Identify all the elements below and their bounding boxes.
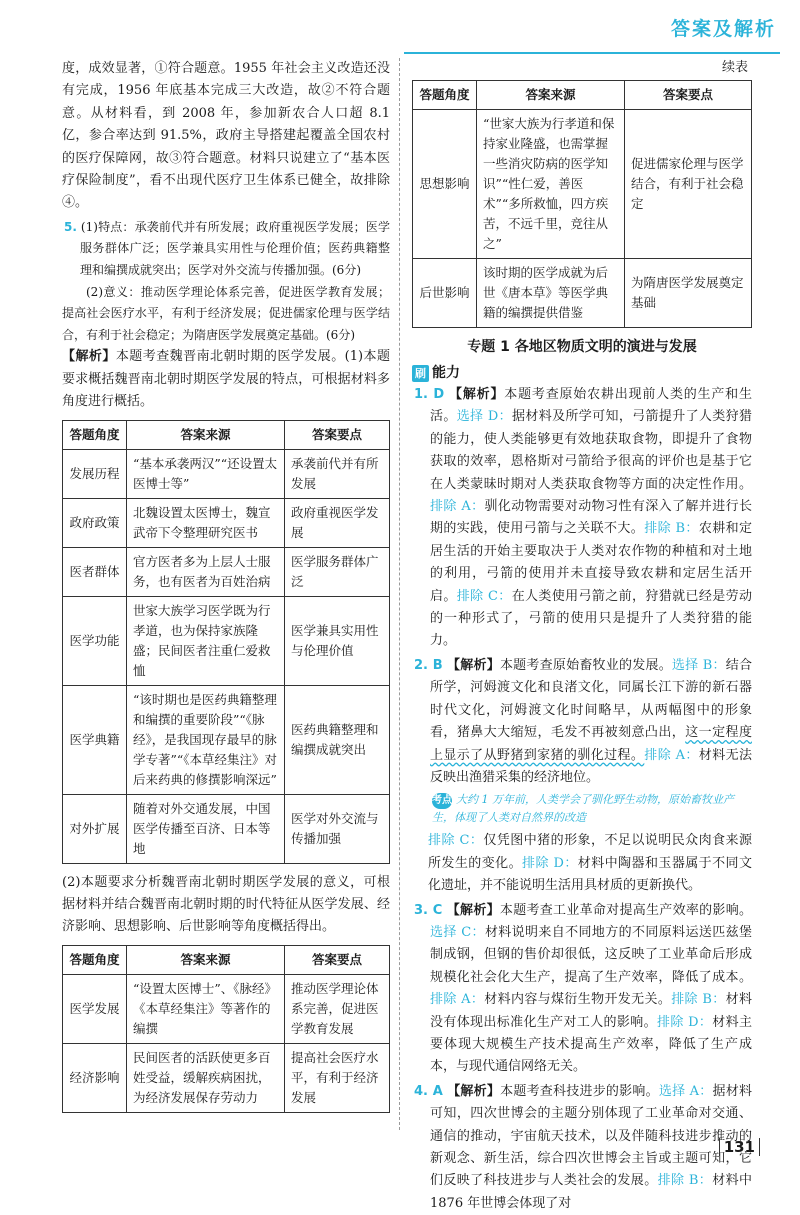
table-row <box>63 547 390 596</box>
question-5-analysis <box>62 346 390 413</box>
table-cell: 医者群体 <box>63 547 127 596</box>
table-header: 答题角度 <box>63 945 127 974</box>
analysis-label: 【解析】 <box>447 1083 501 1099</box>
table-header: 答案要点 <box>625 81 752 110</box>
table-cell: 医学对外交流与传播加强 <box>285 794 390 863</box>
exclude-keyword: 排除 C： <box>456 588 512 604</box>
analysis-text: 本题考查魏晋南北朝时期的医学发展。(1)本题要求概括魏晋南北朝时期医学发展的特点，可根据材料多角度进行概括。 <box>62 349 390 410</box>
exclude-keyword: 排除 B： <box>657 1173 713 1189</box>
analysis-label: 【解析】 <box>449 387 505 402</box>
question-3-analysis <box>414 900 752 1079</box>
table-cell: 对外扩展 <box>63 794 127 863</box>
table-row <box>63 974 390 1043</box>
table-row <box>63 794 390 863</box>
analysis-text: 材料说明来自不同地方的不同原料运送匹兹堡制成钢，但钢的售价却很低，这反映了工业革命后形成规模化社会化大生产，提高了生产效率，降低了成本。 <box>430 924 752 985</box>
select-keyword: 选择 B： <box>671 657 726 673</box>
question-1-analysis <box>414 384 752 653</box>
analysis-table-1 <box>62 420 390 864</box>
column-divider <box>399 58 400 1130</box>
exclude-keyword: 排除 D： <box>656 1014 713 1030</box>
header-rule <box>404 52 780 54</box>
table-cell: 发展历程 <box>63 449 127 498</box>
question-5-answer-1 <box>64 217 390 282</box>
table-header-row <box>63 420 390 449</box>
table-cell: 医学兼具实用性与伦理价值 <box>285 596 390 685</box>
table-cell: 该时期的医学成就为后世《唐本草》等医学典籍的编撰提供借鉴 <box>477 259 625 328</box>
table-cell: 推动医学理论体系完善，促进医学教育发展 <box>285 974 390 1043</box>
exclude-keyword: 排除 B： <box>644 521 699 537</box>
table-cell: 医学功能 <box>63 596 127 685</box>
analysis-table-3 <box>412 80 752 328</box>
table-row <box>413 110 752 259</box>
analysis-text: 驯化动物需要对动物习性有深入了解并进行长期的实践，使用弓箭与之关联不大。 <box>430 499 752 537</box>
table-row <box>413 259 752 328</box>
analysis-intro: 本题考查原始畜牧业的发展。 <box>499 657 672 673</box>
analysis-intro: 本题考查科技进步的影响。 <box>500 1083 659 1099</box>
table-cell: 政府政策 <box>63 498 127 547</box>
table-cell: “基本承袭两汉”“还设置太医博士等” <box>127 449 285 498</box>
exclude-keyword: 排除 A： <box>644 747 699 763</box>
underlined-key-point: 这一定程度上显示了从野猪到家猪的驯化过程。 <box>430 725 752 763</box>
page-number: 131 <box>719 1138 760 1156</box>
table-header: 答案来源 <box>477 81 625 110</box>
exclude-keyword: 排除 C： <box>428 833 484 849</box>
table-cell: 北魏设置太医博士，魏宣武帝下令整理研究医书 <box>127 498 285 547</box>
analysis-text: 材料没有体现出标准化生产对工人的影响。 <box>430 992 752 1030</box>
table-cell: 随着对外交通发展，中国医学传播至百济、日本等地 <box>127 794 285 863</box>
table-cell: 世家大族学习医学既为行孝道，也为保持家族隆盛；民间医者注重仁爱救恤 <box>127 596 285 685</box>
select-keyword: 选择 D： <box>456 409 513 425</box>
table-cell: 提高社会医疗水平，有利于经济发展 <box>285 1043 390 1112</box>
table-cell: 经济影响 <box>63 1043 127 1112</box>
analysis-text: 据材料可知，四次世博会的主题分别体现了工业革命对交通、通信的推动，宇宙航天技术，以及伴随科技进步推动的新观念、新生活，综合四次世博会主旨或主题可知，它们反映了科技进步与人类社会的发展。 <box>430 1083 752 1189</box>
select-keyword: 选择 A： <box>658 1083 713 1099</box>
select-keyword: 选择 C： <box>430 924 485 940</box>
ability-heading <box>412 362 752 382</box>
key-point-text: 大约 1 万年前，人类学会了驯化野生动物，原始畜牧业产生，体现了人类对自然界的改造 <box>432 793 734 825</box>
analysis-text: 材料中 1876 年世博会体现了对 <box>430 1173 752 1211</box>
table-row <box>63 498 390 547</box>
question-number: 1. D <box>414 387 445 402</box>
brush-badge-icon: 刷 <box>412 365 429 382</box>
table-row <box>63 449 390 498</box>
answer-text: (1)特点：承袭前代并有所发展；政府重视医学发展；医学服务群体广泛；医学兼具实用性与伦理价值；医药典籍整理和编撰成就突出；医学对外交流与传播加强。(6分) <box>80 219 390 278</box>
ability-label: 能力 <box>432 365 460 381</box>
table-cell: “设置太医博士”、《脉经》《本草经集注》等著作的编撰 <box>127 974 285 1043</box>
table-cell: “该时期也是医药典籍整理和编撰的重要阶段”“《脉经》，是我国现存最早的脉学专著”“《本草经集注》对后来药典的修撰影响深远” <box>127 685 285 794</box>
key-point-note <box>432 791 752 826</box>
table-cell: 医学服务群体广泛 <box>285 547 390 596</box>
analysis-label: 【解析】 <box>446 902 500 918</box>
table-cell: 医学发展 <box>63 974 127 1043</box>
analysis-intro: 本题考查工业革命对提高生产效率的影响。 <box>499 902 752 918</box>
continued-label: 续表 <box>721 60 748 75</box>
exclude-keyword: 排除 A： <box>430 992 485 1008</box>
table-header: 答案来源 <box>127 945 285 974</box>
table-row <box>63 1043 390 1112</box>
table-cell: 政府重视医学发展 <box>285 498 390 547</box>
analysis-table-2 <box>62 945 390 1113</box>
table-header-row <box>413 81 752 110</box>
topic-title: 专题 1 各地区物质文明的演进与发展 <box>467 339 697 355</box>
exclude-keyword: 排除 B： <box>671 992 726 1008</box>
table-header: 答案要点 <box>285 945 390 974</box>
table-header: 答题角度 <box>63 420 127 449</box>
analysis-label: 【解析】 <box>62 349 116 365</box>
exclude-keyword: 排除 D： <box>522 855 578 871</box>
table-cell: 民间医者的活跃使更多百姓受益，缓解疾病困扰，为经济发展保存劳动力 <box>127 1043 285 1112</box>
analysis-paragraph: (2)本题要求分析魏晋南北朝时期医学发展的意义，可根据材料并结合魏晋南北朝时期的时代特征从医学发展、经济影响、思想影响、后世影响等角度概括得出。 <box>62 874 390 935</box>
analysis-text: 在人类使用弓箭之前，狩猎就已经是劳动的一种形式了，弓箭的使用只是提升了人类狩猎的能力。 <box>430 588 752 649</box>
table-cell: 医药典籍整理和编撰成就突出 <box>285 685 390 794</box>
analysis-text: 材料无法反映出渔猎采集的经济地位。 <box>430 747 752 785</box>
table-cell: 官方医者多为上层人士服务，也有医者为百姓治病 <box>127 547 285 596</box>
key-point-icon: 考点 <box>432 793 452 809</box>
question-2-analysis <box>414 655 752 789</box>
analysis-text: 材料主要体现大规模生产技术提高生产效率，降低了生产成本，与现代通信网络无关。 <box>430 1014 752 1075</box>
table-row <box>63 685 390 794</box>
question-number: 2. B <box>414 657 443 673</box>
table-cell: 医学典籍 <box>63 685 127 794</box>
question-number: 4. A <box>414 1083 443 1099</box>
analysis-text: 材料内容与煤衍生物开发无关。 <box>484 992 672 1008</box>
table-header: 答案来源 <box>127 420 285 449</box>
left-column <box>62 58 390 1121</box>
answer-paragraph: 度，成效显著，①符合题意。1955 年社会主义改造还没有完成，1956 年底基本完成三大改造，故②不符合题意。从材料看，到 2008 年，参加新农合人口超 8.1 亿，参合率达到 91.5%，政府主导搭建起覆盖全国农村的医疗保障网，故③符合题意。材料只说建立了“基本医疗保险制度”，看不出现代医疗卫生体系已健全，故排除④。 <box>62 61 390 211</box>
analysis-text: 农耕和定居生活的开始主要取决于人类对农作物的种植和对土地的利用，弓箭的使用并未直接导致农耕和定居生活开启。 <box>430 521 752 604</box>
section-header-title: 答案及解析 <box>670 18 776 40</box>
table-cell: 为隋唐医学发展奠定基础 <box>625 259 752 328</box>
table-cell: “世家大族为行孝道和保持家业隆盛，也需掌握一些消灾防病的医学知识”“性仁爱，善医术”“多所救恤，四方疾苦，不远千里，竞往从之” <box>477 110 625 259</box>
analysis-intro: 本题考查原始农耕出现前人类的生产和生活。 <box>430 387 752 425</box>
table-header: 答案要点 <box>285 420 390 449</box>
right-column <box>412 58 752 1215</box>
table-cell: 思想影响 <box>413 110 477 259</box>
table-header: 答题角度 <box>413 81 477 110</box>
table-cell: 后世影响 <box>413 259 477 328</box>
question-number: 3. C <box>414 902 443 918</box>
table-cell: 承袭前代并有所发展 <box>285 449 390 498</box>
table-header-row <box>63 945 390 974</box>
analysis-text: 结合所学，河姆渡文化和良渚文化，同属长江下游的新石器时代文化，河姆渡文化时间略早，从两幅图中的形象看，猪鼻大大缩短，毛发不再被刻意凸出， <box>430 657 752 741</box>
analysis-text: 材料中陶器和玉器属于不同文化遗址，并不能说明生活用具材质的更新换代。 <box>428 855 752 894</box>
table-cell: 促进儒家伦理与医学结合，有利于社会稳定 <box>625 110 752 259</box>
analysis-label: 【解析】 <box>447 657 500 673</box>
table-row <box>63 596 390 685</box>
question-number: 5. <box>64 219 77 234</box>
exclude-keyword: 排除 A： <box>430 499 485 515</box>
analysis-text: 据材料及所学可知，弓箭提升了人类狩猎的能力，使人类能够更有效地获取食物，即提升了食物获取的效率，恩格斯对弓箭给予很高的评价也是基于它在人类蒙昧时期对人类获取食物等方面的决定性作用。 <box>430 409 752 492</box>
question-5-answer-2: (2)意义：推动医学理论体系完善，促进医学教育发展；提高社会医疗水平，有利于经济发展；促进儒家伦理与医学结合，有利于社会稳定；为隋唐医学发展奠定基础。(6分) <box>62 284 390 342</box>
analysis-text: 仅凭图中猪的形象，不足以说明民众肉食来源所发生的变化。 <box>428 833 752 871</box>
question-2-analysis-cont <box>428 830 752 897</box>
question-4-analysis <box>414 1081 752 1215</box>
